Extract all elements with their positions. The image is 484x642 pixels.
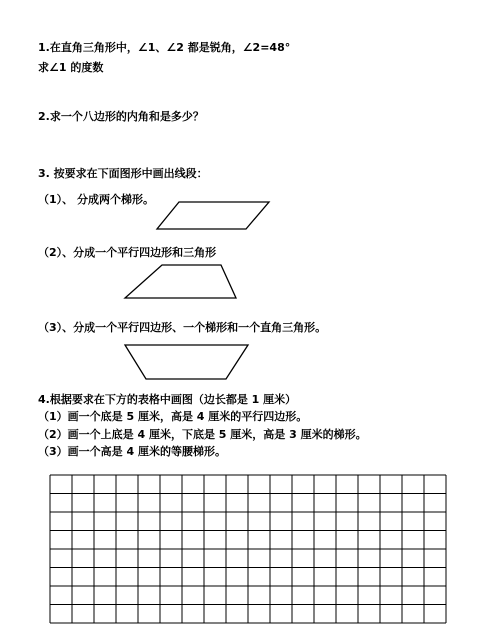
q3-item2: （2）、分成一个平行四边形和三角形	[38, 246, 217, 259]
q4-item3: （3）画一个高是 4 厘米的等腰梯形。	[38, 445, 226, 458]
q1-line1: 1.在直角三角形中，∠1、∠2 都是锐角，∠2=48°	[38, 41, 291, 54]
q4-item1: （1）画一个底是 5 厘米，高是 4 厘米的平行四边形。	[38, 410, 308, 423]
inverted-trapezoid-shape	[122, 343, 252, 383]
q4-title: 4.根据要求在下方的表格中画图（边长都是 1 厘米）	[38, 393, 297, 406]
q2-text: 2.求一个八边形的内角和是多少？	[38, 110, 204, 123]
q4-item2: （2）画一个上底是 4 厘米，下底是 5 厘米，高是 3 厘米的梯形。	[38, 428, 367, 441]
q3-title: 3. 按要求在下面图形中画出线段：	[38, 167, 208, 180]
q1-line2: 求∠1 的度数	[38, 61, 104, 74]
q3-item1: （1）、 分成两个梯形。	[38, 193, 154, 206]
trapezoid-shape	[122, 262, 240, 302]
q3-item3: （3）、分成一个平行四边形、一个梯形和一个直角三角形。	[38, 321, 327, 334]
drawing-grid	[49, 474, 447, 624]
parallelogram-shape	[155, 200, 273, 232]
